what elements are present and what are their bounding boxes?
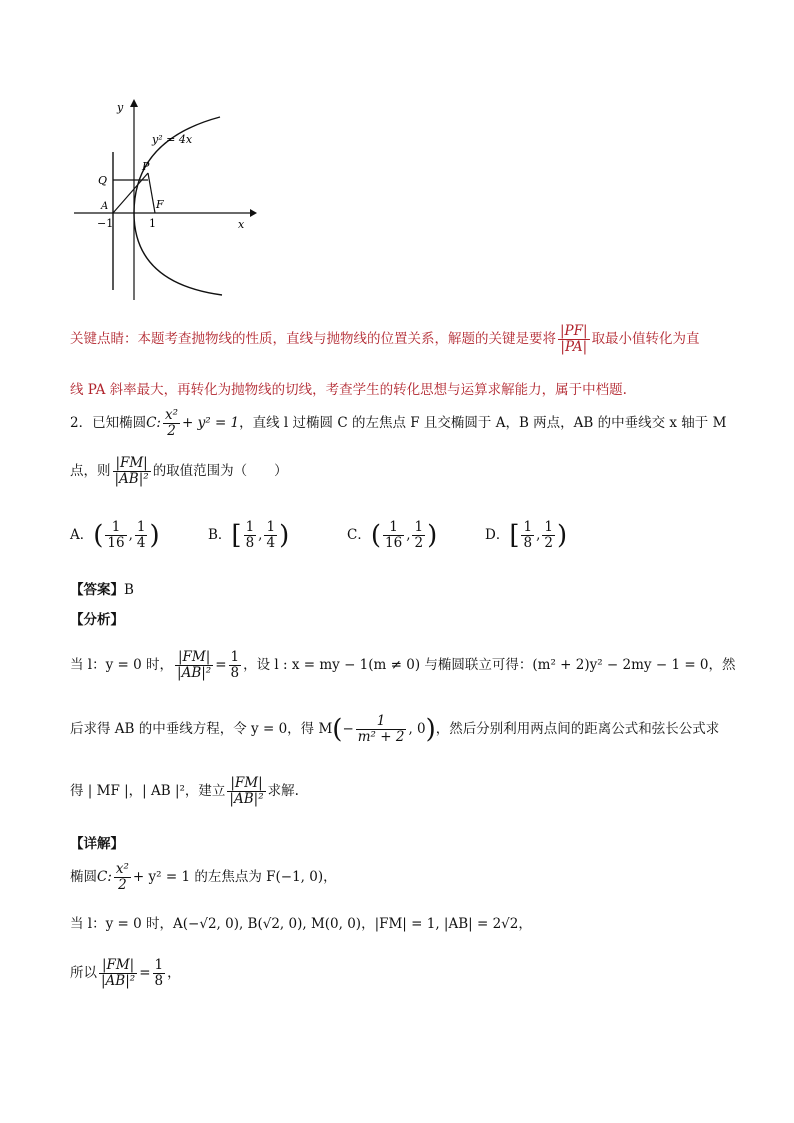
- q-text-b: ，直线 l 过椭圆 C 的左焦点 F 且交椭圆于 A，B 两点，AB 的中垂线交 x 轴于 M: [239, 415, 727, 431]
- den: 4: [266, 535, 276, 551]
- ellipse-num: x²: [164, 407, 179, 423]
- num: |FM|: [99, 958, 137, 974]
- an-frac3: [356, 714, 407, 745]
- an-text-a: 当 l：y = 0 时，: [70, 657, 174, 673]
- parabola-figure: [60, 95, 260, 310]
- ellipse-fraction: [163, 408, 180, 439]
- dt-frac1: [114, 862, 131, 893]
- bracket-right: ): [279, 520, 290, 551]
- tick-1: 1: [149, 217, 156, 230]
- ratio-num: |FM|: [113, 456, 151, 472]
- den: 16: [107, 535, 125, 551]
- answer-line: [70, 578, 134, 598]
- an-text-e: 得 | MF |，| AB |²，建立: [70, 783, 226, 799]
- an-text-b: ，设 l : x = my − 1(m ≠ 0) 与椭圆联立可得：(m² + 2)y² − 2my − 1 = 0，然: [243, 657, 736, 673]
- den: m² + 2: [357, 729, 405, 745]
- den: 2: [118, 877, 127, 893]
- bracket-right: ): [556, 520, 568, 551]
- analysis-line1: [70, 650, 736, 681]
- num: 1: [105, 520, 126, 536]
- detail-tag: 【详解】: [70, 836, 124, 852]
- option-A[interactable]: A．( $\frac{1}{16}$ , $\frac{1}{4}$ ): [70, 519, 160, 551]
- point-P-label: P: [142, 160, 150, 173]
- den: 2: [544, 535, 553, 551]
- key-point-fraction: [558, 324, 590, 355]
- option-B-frac1: [244, 520, 257, 551]
- segment-AP: [113, 173, 148, 213]
- analysis-tag: 【分析】: [70, 612, 124, 628]
- key-point-text-b: 取最小值转化为直: [591, 331, 700, 347]
- tick-neg1: −1: [97, 217, 114, 230]
- analysis-line3: [70, 776, 299, 807]
- frac-den: |PA|: [560, 339, 588, 355]
- q-text-d: 的取值范围为（ ）: [152, 463, 288, 479]
- num: 1: [356, 714, 407, 730]
- ratio-fraction: [113, 456, 151, 487]
- an-text-d: ，然后分别利用两点间的距离公式和弦长公式求: [435, 721, 720, 737]
- point-A-label: A: [101, 201, 109, 212]
- bracket-left: [: [509, 520, 520, 551]
- ellipse-name: C:: [146, 415, 161, 431]
- q-text-a: 2．已知椭圆: [70, 415, 147, 431]
- frac-num: |PF|: [560, 323, 588, 339]
- x-axis-label: x: [238, 218, 245, 231]
- option-A-label: A．: [70, 527, 94, 543]
- den: 8: [245, 535, 255, 551]
- ellipse-name: C:: [97, 869, 112, 885]
- num: 1: [136, 519, 146, 535]
- den: |AB|²: [101, 973, 136, 989]
- option-B-label: B．: [208, 527, 232, 543]
- an-text-f: 求解.: [267, 783, 299, 799]
- key-point-text-a: 关键点睛：本题考查抛物线的性质，直线与抛物线的位置关系，解题的关键是要将: [70, 331, 556, 347]
- an-frac1: [175, 650, 213, 681]
- num: |FM|: [227, 776, 265, 792]
- den: 8: [154, 973, 164, 989]
- bracket-left: (: [93, 520, 104, 551]
- den: 8: [230, 665, 240, 681]
- ratio-den: |AB|²: [114, 471, 149, 487]
- question-line1: [70, 408, 726, 439]
- den: 8: [523, 535, 533, 551]
- dt-text-c: 所以: [70, 965, 97, 981]
- option-C[interactable]: C．( $\frac{1}{16}$ , $\frac{1}{2}$ ): [347, 519, 438, 551]
- bracket-left: [: [231, 520, 242, 551]
- option-D[interactable]: D．[ $\frac{1}{8}$ , $\frac{1}{2}$ ): [485, 519, 568, 551]
- detail-line3: [70, 958, 181, 989]
- option-D-frac1: [521, 520, 534, 551]
- option-A-frac1: [105, 520, 126, 551]
- detail-line1: [70, 862, 337, 893]
- den: |AB|²: [177, 665, 212, 681]
- option-C-frac1: [383, 520, 404, 551]
- option-C-frac2: [412, 520, 425, 551]
- den: 2: [414, 535, 424, 551]
- dt-text-a: 椭圆: [70, 869, 97, 885]
- point-F-label: F: [156, 198, 164, 211]
- dt-text-d: ，: [167, 965, 181, 981]
- num: 1: [230, 649, 240, 665]
- num: 1: [523, 519, 533, 535]
- key-point-line2: 线 PA 斜率最大，再转化为抛物线的切线，考查学生的转化思想与运算求解能力，属于中档题.: [70, 382, 627, 398]
- y-axis-arrow: [130, 99, 138, 107]
- detail-line2: 当 l：y = 0 时，A(−√2, 0), B(√2, 0), M(0, 0)，|FM| = 1, |AB| = 2√2，: [70, 916, 532, 932]
- dt-text-b: + y² = 1 的左焦点为 F(−1, 0)，: [132, 869, 337, 885]
- zero: , 0: [408, 721, 426, 737]
- paren-right: ): [425, 714, 436, 745]
- eq: =: [139, 965, 151, 981]
- question-line2: [70, 456, 288, 487]
- option-B[interactable]: B．[ $\frac{1}{8}$ , $\frac{1}{4}$ ): [208, 519, 290, 551]
- num: 1: [266, 519, 276, 535]
- key-point-line1: [70, 324, 700, 355]
- bracket-right: ): [427, 520, 438, 551]
- num: 1: [383, 520, 404, 536]
- num: 1: [414, 519, 424, 535]
- an-frac4: [227, 776, 265, 807]
- dt-frac2: [99, 958, 137, 989]
- den: 16: [385, 535, 403, 551]
- ellipse-den: 2: [167, 423, 176, 439]
- x-axis-arrow: [250, 209, 257, 217]
- option-A-frac2: [135, 520, 148, 551]
- dt-frac3: [153, 958, 166, 989]
- num: 1: [245, 519, 255, 535]
- an-text-c: 后求得 AB 的中垂线方程，令 y = 0，得 M: [70, 721, 333, 737]
- paren-left: (: [332, 714, 343, 745]
- num: 1: [154, 957, 164, 973]
- option-C-label: C．: [347, 527, 371, 543]
- ellipse-rest: + y² = 1: [182, 415, 240, 431]
- analysis-line2: [70, 714, 719, 745]
- y-axis-label: y: [117, 101, 124, 114]
- bracket-left: (: [370, 520, 381, 551]
- den: |AB|²: [229, 791, 264, 807]
- num: 1: [544, 519, 553, 535]
- option-D-label: D．: [485, 527, 510, 543]
- answer-value: B: [124, 582, 134, 598]
- num: |FM|: [175, 650, 213, 666]
- bracket-right: ): [149, 520, 160, 551]
- curve-label: y² = 4x: [152, 133, 193, 146]
- option-B-frac2: [264, 520, 277, 551]
- option-D-frac2: [542, 520, 555, 551]
- point-Q-label: Q: [98, 174, 108, 187]
- q-text-c: 点，则: [70, 463, 111, 479]
- den: 4: [136, 535, 146, 551]
- an-frac2: [229, 650, 242, 681]
- answer-tag: 【答案】: [70, 582, 124, 598]
- segment-PF: [148, 173, 155, 213]
- num: x²: [115, 861, 129, 877]
- eq: =: [215, 657, 227, 673]
- minus: −: [342, 721, 354, 737]
